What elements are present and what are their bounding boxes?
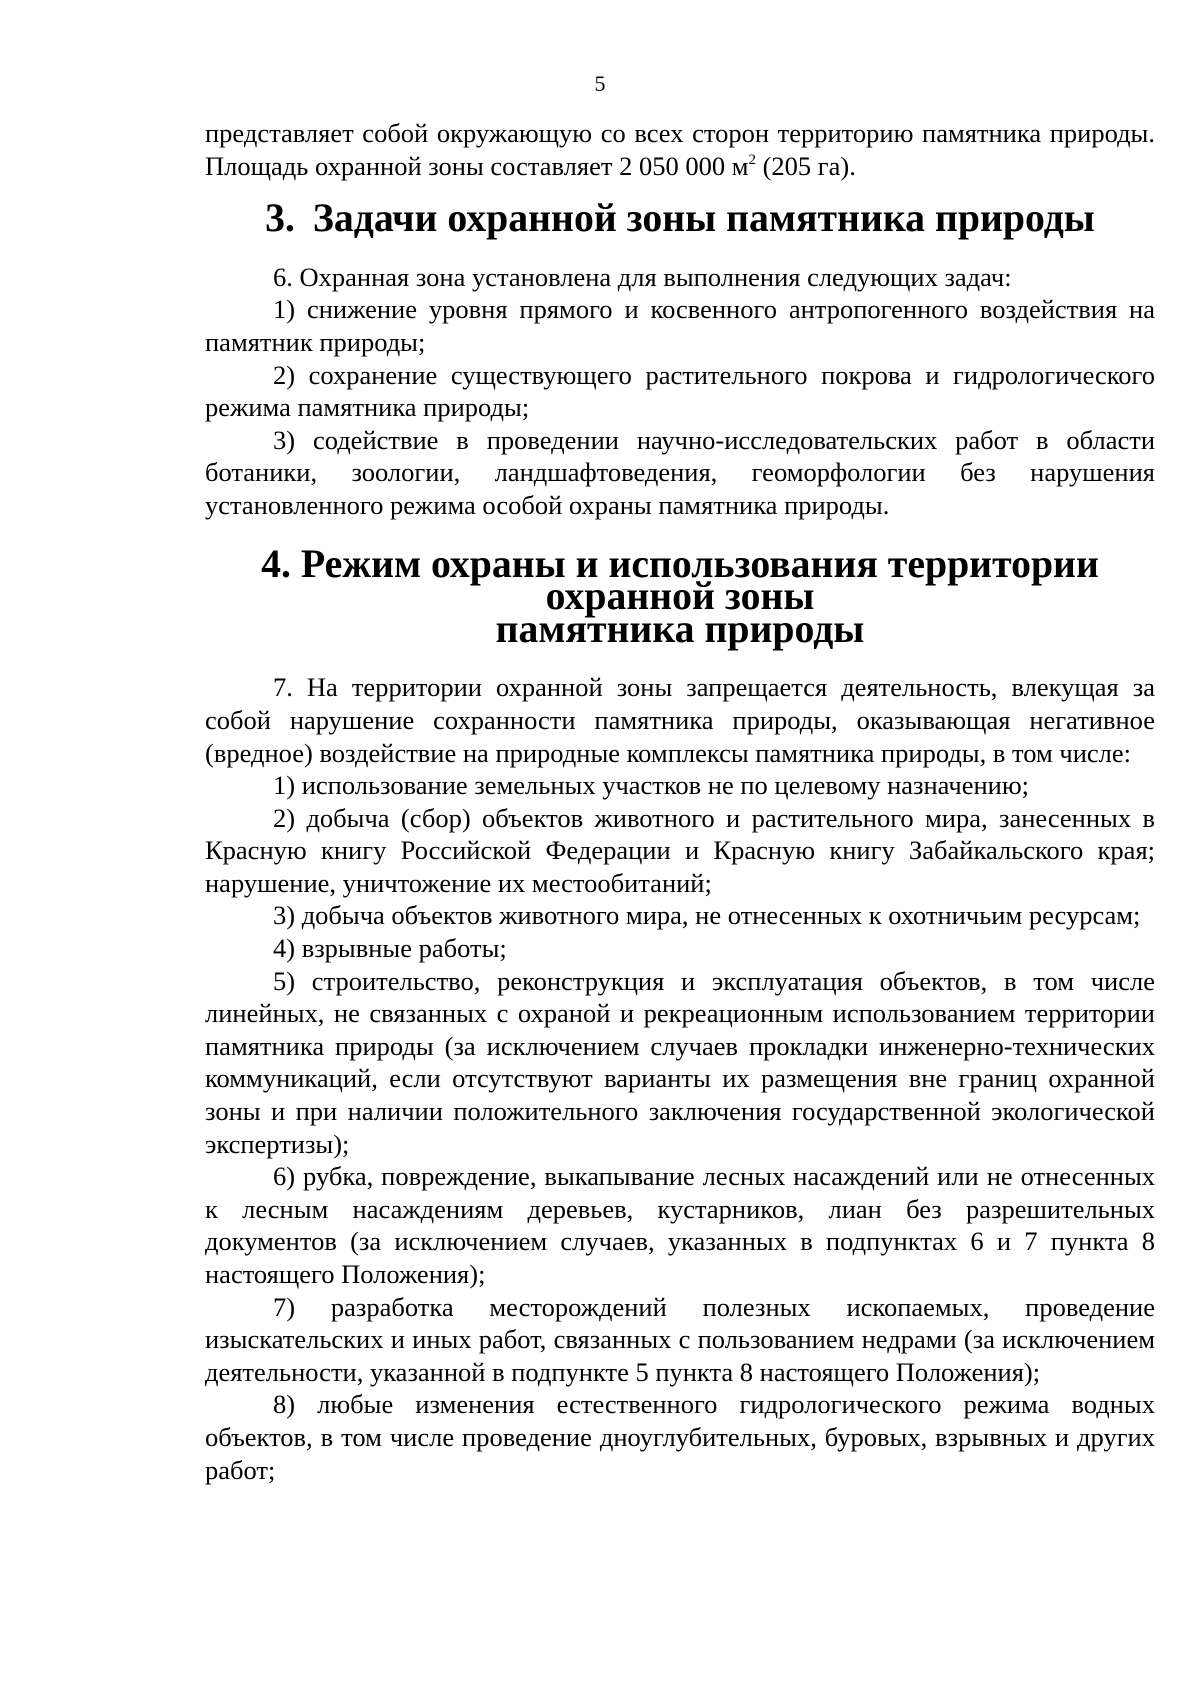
area-unit-superscript: 2 <box>748 151 756 168</box>
section-4-item-8: 8) любые изменения естественного гидрологического режима водных объектов, в том числе проведение дноуглубительных, буровых, взрывных и других работ; <box>205 1389 1155 1485</box>
section-4-item-3: 3) добыча объектов животного мира, не отнесенных к охотничьим ресурсам; <box>273 900 1141 931</box>
section-4-heading <box>205 541 1155 651</box>
document-body <box>205 117 1155 1486</box>
paragraph-7: 7. На территории охранной зоны запрещается деятельность, влекущая за собой нарушение сохранности памятника природы, оказывающая негативное (вредное) воздействие на природные комплексы памятника природы, в том числе: <box>205 672 1155 768</box>
section-4-title-line-2: памятника природы <box>495 606 865 651</box>
intro-text: представляет собой окружающую со всех сторон территорию памятника природы. Площадь охранной зоны составляет 2 050 000 м <box>205 118 1155 181</box>
page-number: 5 <box>594 71 606 96</box>
intro-text-tail: (205 га). <box>755 150 856 181</box>
paragraph-6: 6. Охранная зона установлена для выполнения следующих задач: <box>273 261 1012 292</box>
section-3-title: Задачи охранной зоны памятника природы <box>312 196 1095 241</box>
section-4-item-1: 1) использование земельных участков не по целевому назначению; <box>273 770 1029 801</box>
section-4-item-2: 2) добыча (сбор) объектов животного и растительного мира, занесенных в Красную книгу Российской Федерации и Красную книгу Забайкальского края; нарушение, уничтожение их местообитаний; <box>205 802 1155 898</box>
section-3-number: 3. <box>265 196 295 241</box>
section-3-item-3: 3) содействие в проведении научно-исследовательских работ в области ботаники, зоологии, ландшафтоведения, геоморфологии без нарушения установленного режима особой охраны памятника природы. <box>205 424 1155 520</box>
section-4-title-line-1: 4. Режим охраны и использования территории охранной зоны <box>261 541 1099 619</box>
section-3-heading <box>205 196 1155 241</box>
section-3-item-2: 2) сохранение существующего растительного покрова и гидрологического режима памятника природы; <box>205 359 1155 423</box>
intro-paragraph <box>205 117 1155 182</box>
section-4-item-4: 4) взрывные работы; <box>273 933 507 964</box>
section-4-item-5: 5) строительство, реконструкция и эксплуатация объектов, в том числе линейных, не связанных с охраной и рекреационным использованием территории памятника природы (за исключением случаев прокладки инженерно-технических коммуникаций, если отсутствуют варианты их размещения вне границ охранной зоны и при наличии положительного заключения государственной экологической экспертизы); <box>205 965 1155 1159</box>
section-3-item-1: 1) снижение уровня прямого и косвенного антропогенного воздействия на памятник природы; <box>205 294 1155 357</box>
section-4-item-6: 6) рубка, повреждение, выкапывание лесных насаждений или не отнесенных к лесным насаждениям деревьев, кустарников, лиан без разрешительных документов (за исключением случаев, указанных в подпунктах 6 и 7 пункта 8 настоящего Положения); <box>205 1161 1155 1289</box>
section-4-item-7: 7) разработка месторождений полезных ископаемых, проведение изыскательских и иных работ, связанных с пользованием недрами (за исключением деятельности, указанной в подпункте 5 пункта 8 настоящего Положения); <box>205 1291 1155 1387</box>
